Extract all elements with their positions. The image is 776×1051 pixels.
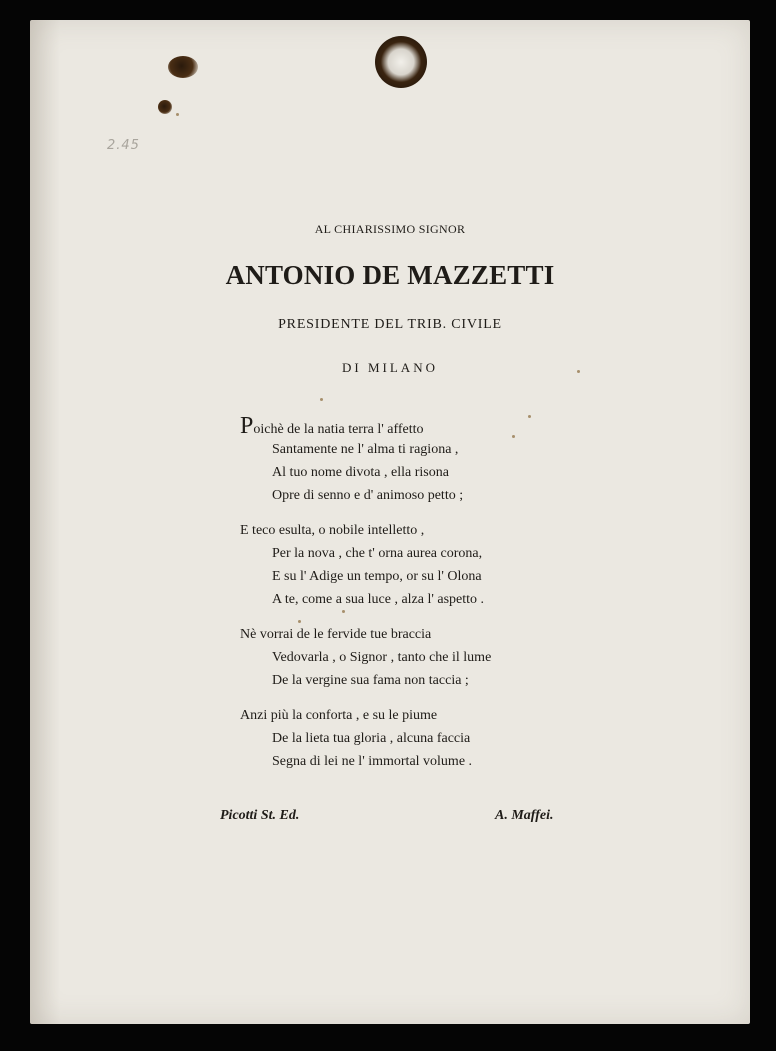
author-signature: A. Maffei.: [495, 808, 554, 823]
poem-line: Segna di lei ne l' immortal volume .: [272, 754, 473, 769]
recipient-name: ANTONIO DE MAZZETTI: [225, 260, 555, 290]
stanza-1: [240, 415, 600, 507]
stanza-4: [240, 704, 600, 773]
poem-line: Vedovarla , o Signor , tanto che il lume: [272, 650, 492, 665]
paper-fleck: [320, 398, 323, 401]
poem-line: Nè vorrai de le fervide tue braccia: [240, 627, 432, 642]
burn-hole-stain: [375, 36, 427, 88]
poem-line: Per la nova , che t' orna aurea corona,: [272, 546, 483, 561]
printer-signature: Picotti St. Ed.: [220, 808, 300, 823]
ink-stain: [168, 56, 198, 78]
poem-line: De la lieta tua gloria , alcuna faccia: [272, 731, 471, 746]
sheet-shadow-edge: [30, 20, 60, 1024]
paper-fleck: [176, 113, 179, 116]
poem-line: E teco esulta, o nobile intelletto ,: [240, 523, 425, 538]
pencil-annotation: 2.45: [107, 138, 140, 153]
drop-cap: P: [240, 413, 254, 439]
poem-line: De la vergine sua fama non taccia ;: [272, 673, 469, 688]
stanza-3: [240, 623, 600, 692]
dedication-line: AL CHIARISSIMO SIGNOR: [314, 222, 466, 236]
recipient-city: DI MILANO: [342, 360, 438, 375]
sonnet: [240, 415, 600, 785]
poem-line: [240, 415, 600, 438]
poem-line: Al tuo nome divota , ella risona: [272, 465, 449, 480]
poem-line-text: oichè de la natia terra l' affetto: [253, 422, 424, 437]
paper-sheet: [30, 20, 750, 1024]
ink-stain-small: [158, 100, 172, 114]
poem-line: Santamente ne l' alma ti ragiona ,: [272, 442, 459, 457]
poem-line: A te, come a sua luce , alza l' aspetto .: [272, 592, 485, 607]
poem-line: Anzi più la conforta , e su le piume: [240, 708, 438, 723]
stanza-2: [240, 519, 600, 611]
poem-line: E su l' Adige un tempo, or su l' Olona: [272, 569, 482, 584]
poem-line: Opre di senno e d' animoso petto ;: [272, 488, 464, 503]
recipient-office: PRESIDENTE DEL TRIB. CIVILE: [278, 317, 502, 332]
